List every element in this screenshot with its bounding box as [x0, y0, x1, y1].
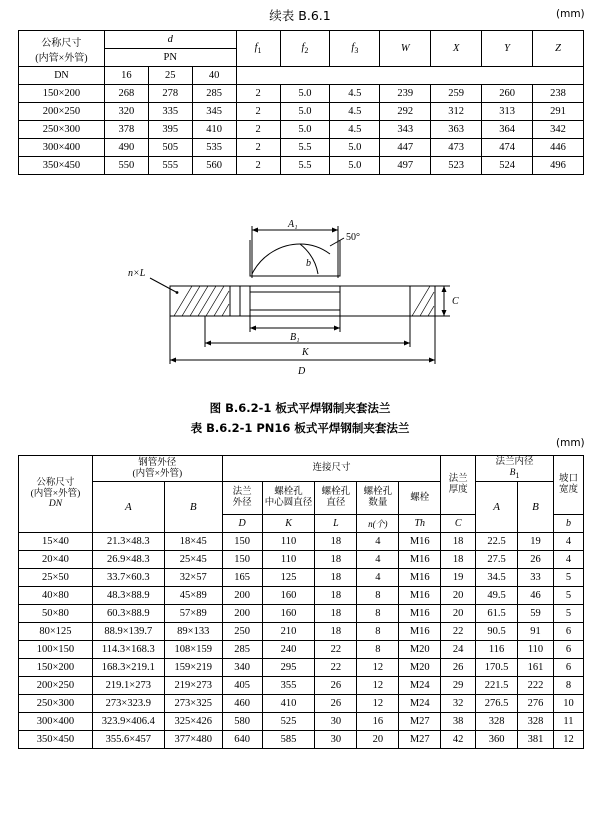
cell-K: 160 — [262, 587, 315, 605]
cell-size: 250×300 — [19, 695, 93, 713]
th2-bolt-num: 螺栓孔 数量 — [357, 482, 399, 515]
cell-Y: 364 — [482, 121, 533, 139]
cell-W: 447 — [380, 139, 431, 157]
th2-innerB: B — [518, 482, 554, 533]
cell-size: 150×200 — [19, 659, 93, 677]
cell-Th: M16 — [399, 587, 441, 605]
cell-n: 8 — [357, 605, 399, 623]
cell-size: 15×40 — [19, 533, 93, 551]
cell-d40: 410 — [192, 121, 236, 139]
cell-n: 12 — [357, 695, 399, 713]
cell-Th: M24 — [399, 695, 441, 713]
table-b61-container — [18, 30, 584, 175]
cell-bB: 46 — [518, 587, 554, 605]
table-row — [19, 659, 584, 677]
cell-K: 125 — [262, 569, 315, 587]
table-row — [19, 533, 584, 551]
cell-d25: 335 — [148, 103, 192, 121]
cell-Th: M16 — [399, 623, 441, 641]
cell-size: 300×400 — [19, 139, 105, 157]
flange-drawing — [0, 218, 600, 398]
th2-L-sym: L — [315, 515, 357, 533]
cell-f1: 2 — [236, 103, 280, 121]
cell-Th: M27 — [399, 713, 441, 731]
table-b621 — [18, 455, 584, 749]
th-X: X — [431, 31, 482, 67]
cell-Z: 496 — [533, 157, 584, 175]
cell-X: 259 — [431, 85, 482, 103]
cell-n: 20 — [357, 731, 399, 749]
cell-D: 200 — [222, 605, 262, 623]
cell-b: 6 — [553, 659, 583, 677]
cell-Th: M27 — [399, 731, 441, 749]
cell-f1: 2 — [236, 139, 280, 157]
th-W: W — [380, 31, 431, 67]
cell-f2: 5.5 — [280, 139, 330, 157]
cell-bA: 34.5 — [476, 569, 518, 587]
cell-B: 57×89 — [164, 605, 222, 623]
cell-n: 8 — [357, 641, 399, 659]
th-f3: $f_3$ — [330, 31, 380, 67]
cell-D: 285 — [222, 641, 262, 659]
cell-C: 20 — [441, 587, 476, 605]
cell-size: 200×250 — [19, 677, 93, 695]
cell-K: 110 — [262, 551, 315, 569]
cell-C: 29 — [441, 677, 476, 695]
th-d: d — [104, 31, 236, 49]
cell-X: 312 — [431, 103, 482, 121]
cell-f3: 4.5 — [330, 85, 380, 103]
cell-B: 25×45 — [164, 551, 222, 569]
cell-d25: 395 — [148, 121, 192, 139]
th2-C-sym: C — [441, 515, 476, 533]
cell-d40: 345 — [192, 103, 236, 121]
cell-n: 4 — [357, 533, 399, 551]
label-d: D — [298, 366, 306, 377]
cell-bA: 61.5 — [476, 605, 518, 623]
cell-f3: 4.5 — [330, 103, 380, 121]
cell-K: 410 — [262, 695, 315, 713]
cell-K: 525 — [262, 713, 315, 731]
cell-C: 38 — [441, 713, 476, 731]
cell-d16: 490 — [104, 139, 148, 157]
table-row — [19, 623, 584, 641]
cell-f1: 2 — [236, 157, 280, 175]
cell-K: 355 — [262, 677, 315, 695]
cell-bA: 221.5 — [476, 677, 518, 695]
cell-B: 45×89 — [164, 587, 222, 605]
cell-C: 32 — [441, 695, 476, 713]
cell-Th: M16 — [399, 551, 441, 569]
cell-A: 355.6×457 — [92, 731, 164, 749]
cell-bB: 222 — [518, 677, 554, 695]
flange-figure — [0, 218, 600, 398]
cell-A: 26.9×48.3 — [92, 551, 164, 569]
cell-B: 273×325 — [164, 695, 222, 713]
th2-b-sym: b — [553, 515, 583, 533]
cell-size: 350×450 — [19, 731, 93, 749]
cell-K: 240 — [262, 641, 315, 659]
cell-D: 405 — [222, 677, 262, 695]
cell-K: 160 — [262, 605, 315, 623]
cell-d40: 560 — [192, 157, 236, 175]
cell-n: 12 — [357, 677, 399, 695]
figure-caption: 图 B.6.2-1 板式平焊钢制夹套法兰 — [209, 401, 391, 415]
th2-slope: 坡口 宽度 — [553, 456, 583, 515]
cell-n: 8 — [357, 587, 399, 605]
cell-bA: 22.5 — [476, 533, 518, 551]
unit-note-mid: (mm) — [556, 437, 585, 449]
cell-d16: 320 — [104, 103, 148, 121]
cell-A: 60.3×88.9 — [92, 605, 164, 623]
cell-Y: 524 — [482, 157, 533, 175]
cell-size: 100×150 — [19, 641, 93, 659]
cell-f3: 5.0 — [330, 157, 380, 175]
table-row — [19, 695, 584, 713]
th2-K-sym: K — [262, 515, 315, 533]
cell-b: 12 — [553, 731, 583, 749]
cell-size: 350×450 — [19, 157, 105, 175]
cell-D: 150 — [222, 533, 262, 551]
cell-L: 26 — [315, 677, 357, 695]
cell-f1: 2 — [236, 121, 280, 139]
page-title: 续表 B.6.1 — [269, 8, 331, 23]
table-b61 — [18, 30, 584, 175]
cell-size: 150×200 — [19, 85, 105, 103]
cell-L: 26 — [315, 695, 357, 713]
cell-bA: 90.5 — [476, 623, 518, 641]
cell-L: 22 — [315, 641, 357, 659]
cell-D: 200 — [222, 587, 262, 605]
th2-inner: 法兰内径 $B_1$ — [476, 456, 554, 482]
cell-W: 343 — [380, 121, 431, 139]
table-b621-container — [18, 455, 584, 749]
th-pn-16: 16 — [104, 67, 148, 85]
cell-L: 30 — [315, 731, 357, 749]
cell-D: 150 — [222, 551, 262, 569]
cell-C: 24 — [441, 641, 476, 659]
th2-n-sym: n(个) — [357, 515, 399, 533]
th-f1: $f_1$ — [236, 31, 280, 67]
th-size: 公称尺寸 (内管×外管) — [19, 31, 105, 67]
cell-size: 200×250 — [19, 103, 105, 121]
cell-L: 18 — [315, 569, 357, 587]
cell-Th: M24 — [399, 677, 441, 695]
cell-K: 110 — [262, 533, 315, 551]
table-row — [19, 713, 584, 731]
th2-conn: 连接尺寸 — [222, 456, 440, 482]
th2-A: A — [92, 482, 164, 533]
cell-B: 325×426 — [164, 713, 222, 731]
cell-B: 89×133 — [164, 623, 222, 641]
cell-size: 50×80 — [19, 605, 93, 623]
cell-K: 210 — [262, 623, 315, 641]
th-pn-40: 40 — [192, 67, 236, 85]
table-row — [19, 641, 584, 659]
table-row — [19, 103, 584, 121]
cell-X: 473 — [431, 139, 482, 157]
cell-A: 21.3×48.3 — [92, 533, 164, 551]
cell-d16: 268 — [104, 85, 148, 103]
cell-L: 18 — [315, 623, 357, 641]
cell-B: 32×57 — [164, 569, 222, 587]
table-row — [19, 677, 584, 695]
cell-f2: 5.0 — [280, 85, 330, 103]
th-Z: Z — [533, 31, 584, 67]
th2-B: B — [164, 482, 222, 533]
cell-b: 4 — [553, 533, 583, 551]
table-row — [19, 121, 584, 139]
cell-X: 523 — [431, 157, 482, 175]
table-row — [19, 605, 584, 623]
cell-f2: 5.0 — [280, 121, 330, 139]
th2-bolt-hole: 螺栓孔 直径 — [315, 482, 357, 515]
cell-C: 19 — [441, 569, 476, 587]
cell-size: 40×80 — [19, 587, 93, 605]
th2-bolt: 螺栓 — [399, 482, 441, 515]
cell-b: 5 — [553, 587, 583, 605]
cell-bB: 276 — [518, 695, 554, 713]
cell-D: 460 — [222, 695, 262, 713]
cell-n: 8 — [357, 623, 399, 641]
cell-D: 340 — [222, 659, 262, 677]
cell-Z: 238 — [533, 85, 584, 103]
cell-n: 12 — [357, 659, 399, 677]
cell-bA: 49.5 — [476, 587, 518, 605]
cell-B: 108×159 — [164, 641, 222, 659]
cell-bB: 26 — [518, 551, 554, 569]
cell-d40: 285 — [192, 85, 236, 103]
cell-size: 25×50 — [19, 569, 93, 587]
cell-B: 377×480 — [164, 731, 222, 749]
cell-b: 4 — [553, 551, 583, 569]
label-a1: A₁ — [288, 219, 298, 230]
cell-A: 168.3×219.1 — [92, 659, 164, 677]
cell-d25: 278 — [148, 85, 192, 103]
th-pn: PN — [104, 49, 236, 67]
cell-bA: 360 — [476, 731, 518, 749]
cell-d16: 550 — [104, 157, 148, 175]
th-f2: $f_2$ — [280, 31, 330, 67]
cell-B: 159×219 — [164, 659, 222, 677]
cell-bB: 91 — [518, 623, 554, 641]
cell-size: 80×125 — [19, 623, 93, 641]
th2-thick: 法兰 厚度 — [441, 456, 476, 515]
cell-bA: 276.5 — [476, 695, 518, 713]
table-row — [19, 157, 584, 175]
cell-A: 219.1×273 — [92, 677, 164, 695]
label-b1: B₁ — [290, 332, 300, 343]
cell-D: 580 — [222, 713, 262, 731]
table-row — [19, 551, 584, 569]
cell-size: 250×300 — [19, 121, 105, 139]
cell-f3: 4.5 — [330, 121, 380, 139]
cell-bB: 381 — [518, 731, 554, 749]
cell-Y: 260 — [482, 85, 533, 103]
table-row — [19, 731, 584, 749]
cell-size: 20×40 — [19, 551, 93, 569]
cell-B: 219×273 — [164, 677, 222, 695]
cell-f2: 5.0 — [280, 103, 330, 121]
table-row — [19, 139, 584, 157]
cell-bA: 328 — [476, 713, 518, 731]
cell-B: 18×45 — [164, 533, 222, 551]
cell-W: 239 — [380, 85, 431, 103]
cell-X: 363 — [431, 121, 482, 139]
cell-C: 20 — [441, 605, 476, 623]
cell-n: 4 — [357, 569, 399, 587]
cell-D: 250 — [222, 623, 262, 641]
cell-C: 18 — [441, 533, 476, 551]
cell-d40: 535 — [192, 139, 236, 157]
th2-outer: 钢管外径 (内管×外管) — [92, 456, 222, 482]
th2-D-sym: D — [222, 515, 262, 533]
cell-Th: M16 — [399, 569, 441, 587]
cell-bA: 170.5 — [476, 659, 518, 677]
cell-C: 26 — [441, 659, 476, 677]
cell-A: 114.3×168.3 — [92, 641, 164, 659]
cell-bA: 116 — [476, 641, 518, 659]
cell-d16: 378 — [104, 121, 148, 139]
cell-L: 18 — [315, 533, 357, 551]
cell-d25: 555 — [148, 157, 192, 175]
cell-bA: 27.5 — [476, 551, 518, 569]
label-nl: n×L — [128, 268, 146, 279]
cell-D: 640 — [222, 731, 262, 749]
cell-b: 5 — [553, 605, 583, 623]
cell-C: 22 — [441, 623, 476, 641]
th-pn-25: 25 — [148, 67, 192, 85]
cell-L: 22 — [315, 659, 357, 677]
cell-Th: M20 — [399, 659, 441, 677]
cell-W: 292 — [380, 103, 431, 121]
cell-bB: 110 — [518, 641, 554, 659]
cell-Y: 313 — [482, 103, 533, 121]
cell-b: 6 — [553, 623, 583, 641]
cell-n: 4 — [357, 551, 399, 569]
th-dn: DN — [19, 67, 105, 85]
th2-flange-od: 法兰 外径 — [222, 482, 262, 515]
cell-size: 300×400 — [19, 713, 93, 731]
label-b: b — [306, 258, 311, 269]
cell-L: 30 — [315, 713, 357, 731]
label-c: C — [452, 296, 459, 307]
cell-A: 273×323.9 — [92, 695, 164, 713]
table-caption: 表 B.6.2-1 PN16 板式平焊钢制夹套法兰 — [190, 421, 410, 435]
cell-f3: 5.0 — [330, 139, 380, 157]
cell-Z: 291 — [533, 103, 584, 121]
cell-Z: 342 — [533, 121, 584, 139]
cell-b: 8 — [553, 677, 583, 695]
cell-bB: 19 — [518, 533, 554, 551]
th-blank — [236, 67, 583, 85]
table-row — [19, 587, 584, 605]
table-row — [19, 569, 584, 587]
cell-bB: 161 — [518, 659, 554, 677]
cell-d25: 505 — [148, 139, 192, 157]
cell-f1: 2 — [236, 85, 280, 103]
cell-K: 585 — [262, 731, 315, 749]
cell-A: 323.9×406.4 — [92, 713, 164, 731]
cell-A: 33.7×60.3 — [92, 569, 164, 587]
cell-L: 18 — [315, 551, 357, 569]
cell-D: 165 — [222, 569, 262, 587]
cell-A: 88.9×139.7 — [92, 623, 164, 641]
cell-Z: 446 — [533, 139, 584, 157]
cell-n: 16 — [357, 713, 399, 731]
cell-L: 18 — [315, 605, 357, 623]
th2-size: 公称尺寸 (内管×外管) DN — [19, 456, 93, 533]
cell-f2: 5.5 — [280, 157, 330, 175]
cell-b: 5 — [553, 569, 583, 587]
cell-Th: M16 — [399, 605, 441, 623]
th-Y: Y — [482, 31, 533, 67]
cell-Th: M20 — [399, 641, 441, 659]
table-row — [19, 85, 584, 103]
cell-bB: 328 — [518, 713, 554, 731]
cell-b: 6 — [553, 641, 583, 659]
cell-Y: 474 — [482, 139, 533, 157]
cell-K: 295 — [262, 659, 315, 677]
cell-C: 42 — [441, 731, 476, 749]
cell-b: 11 — [553, 713, 583, 731]
th2-bolt-circle: 螺栓孔 中心圆直径 — [262, 482, 315, 515]
label-k: K — [302, 347, 309, 358]
cell-A: 48.3×88.9 — [92, 587, 164, 605]
unit-note-top: (mm) — [556, 8, 585, 20]
cell-C: 18 — [441, 551, 476, 569]
cell-b: 10 — [553, 695, 583, 713]
th2-Th-sym: Th — [399, 515, 441, 533]
cell-bB: 59 — [518, 605, 554, 623]
cell-L: 18 — [315, 587, 357, 605]
cell-Th: M16 — [399, 533, 441, 551]
cell-bB: 33 — [518, 569, 554, 587]
label-angle: 50° — [346, 232, 360, 243]
cell-W: 497 — [380, 157, 431, 175]
th2-innerA: A — [476, 482, 518, 533]
